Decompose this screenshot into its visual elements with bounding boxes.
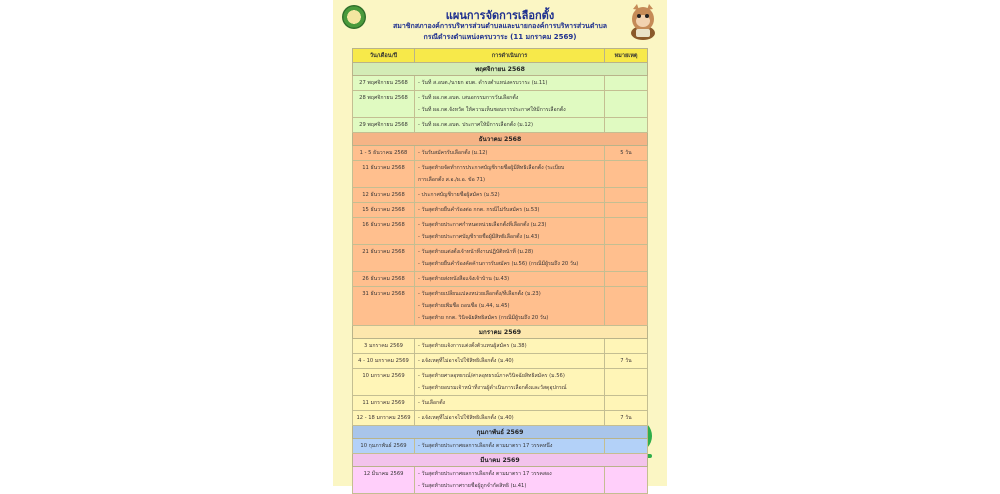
row-date: 16 ธันวาคม 2568 bbox=[353, 218, 415, 244]
row-activity bbox=[415, 439, 605, 453]
row-note bbox=[605, 467, 647, 493]
activity-line: - วันสุดท้ายประกาศรายชื่อผู้ถูกจำกัดสิทธิ (ม.41) bbox=[418, 483, 527, 489]
activity-line: - วันที่ ผอ.กต.จังหวัด ให้ความเห็นชอบการประกาศให้มีการเลือกตั้ง bbox=[418, 107, 566, 113]
poster-subtitle: สมาชิกสภาองค์การบริหารส่วนตำบลและนายกองค์การบริหารส่วนตำบล bbox=[392, 22, 608, 30]
row-note bbox=[605, 272, 647, 286]
table-row bbox=[352, 218, 648, 245]
row-activity bbox=[415, 76, 605, 90]
row-activity bbox=[415, 354, 605, 368]
activity-line: - แจ้งเหตุที่ไม่อาจไปใช้สิทธิเลือกตั้ง (ม.40) bbox=[418, 415, 514, 421]
month-header-row: พฤศจิกายน 2568 bbox=[352, 63, 648, 76]
row-activity bbox=[415, 161, 605, 187]
activity-line: - วันสุดท้ายยื่นคำร้องต่อ กกต. กรณีไม่รับสมัคร (ม.53) bbox=[418, 207, 540, 213]
activity-line: - วันสุดท้ายศาลอุทธรณ์/ศาลอุทธรณ์ภาควินิจฉัยสิทธิสมัคร (ม.56) bbox=[418, 373, 565, 379]
row-activity bbox=[415, 218, 605, 244]
table-row bbox=[352, 287, 648, 326]
month-header-row: ธันวาคม 2568 bbox=[352, 133, 648, 146]
row-note: 7 วัน bbox=[620, 358, 632, 364]
row-date: 31 ธันวาคม 2568 bbox=[353, 287, 415, 325]
activity-line: - วันสุดท้าย กกต. วินิจฉัยสิทธิสมัคร (กรณีมีผู้รมถึง 20 วัน) bbox=[418, 315, 549, 321]
row-date: 12 มีนาคม 2569 bbox=[353, 467, 415, 493]
row-date: 3 มกราคม 2569 bbox=[353, 339, 415, 353]
row-date: 21 ธันวาคม 2568 bbox=[353, 245, 415, 271]
row-activity bbox=[415, 339, 605, 353]
row-note bbox=[605, 245, 647, 271]
poster-title: แผนการจัดการเลือกตั้ง bbox=[445, 9, 555, 22]
activity-line: - วันสุดท้ายส่งหนังสือแจ้งเจ้าบ้าน (ม.43) bbox=[418, 276, 510, 282]
table-header-row bbox=[352, 48, 648, 63]
table-row bbox=[352, 467, 648, 494]
table-row bbox=[352, 339, 648, 354]
row-note bbox=[605, 91, 647, 117]
header-date: วัน/เดือน/ปี bbox=[353, 49, 415, 62]
activity-line: - แจ้งเหตุที่ไม่อาจไปใช้สิทธิเลือกตั้ง (ม.40) bbox=[418, 358, 514, 364]
table-row bbox=[352, 146, 648, 161]
row-activity bbox=[415, 396, 605, 410]
activity-line: - วันสุดท้ายประกาศกำหนดหน่วยเลือกตั้งที่เลือกตั้ง (ม.23) bbox=[418, 222, 547, 228]
row-activity bbox=[415, 287, 605, 325]
row-note bbox=[605, 188, 647, 202]
row-note bbox=[605, 396, 647, 410]
table-row bbox=[352, 188, 648, 203]
activity-line: - วันรับสมัครรับเลือกตั้ง (ม.12) bbox=[418, 150, 488, 156]
activity-line: - วันที่ ผอ.กต.อบต. ประกาศให้มีการเลือกตั้ง (ม.12) bbox=[418, 122, 533, 128]
table-row bbox=[352, 203, 648, 218]
row-activity bbox=[415, 146, 605, 160]
table-row bbox=[352, 272, 648, 287]
row-activity bbox=[415, 118, 605, 132]
table-row bbox=[352, 411, 648, 426]
row-date: 15 ธันวาคม 2568 bbox=[353, 203, 415, 217]
activity-line: - วันสุดท้ายประกาศผลการเลือกตั้ง ตามมาตรา 17 วรรคสอง bbox=[418, 471, 552, 477]
activity-line: - ประกาศบัญชีรายชื่อผู้สมัคร (ม.52) bbox=[418, 192, 500, 198]
table-row bbox=[352, 396, 648, 411]
table-row bbox=[352, 439, 648, 454]
row-note bbox=[605, 439, 647, 453]
header-note: หมายเหตุ bbox=[614, 53, 638, 59]
row-note bbox=[605, 118, 647, 132]
activity-line: - วันสุดท้ายประกาศผลการเลือกตั้ง ตามมาตรา 17 วรรคหนึ่ง bbox=[418, 443, 553, 449]
activity-line: - วันสุดท้ายเพิ่มชื่อ ถอนชื่อ (ม.44, ม.45) bbox=[418, 303, 510, 309]
row-date: 12 ธันวาคม 2568 bbox=[353, 188, 415, 202]
row-date: 10 มกราคม 2569 bbox=[353, 369, 415, 395]
activity-line: - วันสุดท้ายอบรมเจ้าหน้าที่งานผู้ดำเนินการเลือกตั้งและวัสดุอุปกรณ์ bbox=[418, 385, 567, 391]
row-date: 26 ธันวาคม 2568 bbox=[353, 272, 415, 286]
election-plan-poster bbox=[333, 0, 667, 489]
row-date: 27 พฤศจิกายน 2568 bbox=[353, 76, 415, 90]
table-row bbox=[352, 118, 648, 133]
row-note bbox=[605, 76, 647, 90]
row-note bbox=[605, 218, 647, 244]
activity-line: - วันเลือกตั้ง bbox=[418, 400, 446, 406]
row-activity bbox=[415, 203, 605, 217]
row-activity bbox=[415, 411, 605, 425]
header-activity: การดำเนินการ bbox=[415, 49, 605, 62]
activity-line: - วันสุดท้ายแต่งตั้งเจ้าหน้าที่งานปฏิบัติหน้าที่ (ม.28) bbox=[418, 249, 534, 255]
activity-line: - วันที่ ผอ.กต.อบต. เสนอกรรมการวันเลือกตั้ง bbox=[418, 95, 519, 101]
activity-line: - วันสุดท้ายจัดทำการประกาศบัญชีรายชื่อผู้มีสิทธิเลือกตั้ง (ระเบียบ bbox=[418, 165, 565, 171]
month-header-row: มีนาคม 2569 bbox=[352, 454, 648, 467]
table-row bbox=[352, 369, 648, 396]
activity-line: การเลือกตั้ง ส.อ./ผ.อ. ข้อ 71) bbox=[418, 177, 485, 183]
poster-case-line: กรณีดำรงตำแหน่งครบวาระ (11 มกราคม 2569) bbox=[423, 33, 577, 41]
row-activity bbox=[415, 369, 605, 395]
activity-line: - วันสุดท้ายแจ้งการแต่งตั้งตัวแทนผู้สมัคร (ม.38) bbox=[418, 343, 527, 349]
table-row bbox=[352, 245, 648, 272]
schedule-table bbox=[352, 48, 648, 489]
row-date: 28 พฤศจิกายน 2568 bbox=[353, 91, 415, 117]
row-date: 29 พฤศจิกายน 2568 bbox=[353, 118, 415, 132]
row-date: 1 - 5 ธันวาคม 2568 bbox=[353, 146, 415, 160]
row-note bbox=[605, 339, 647, 353]
row-activity bbox=[415, 272, 605, 286]
month-header-row: มกราคม 2569 bbox=[352, 326, 648, 339]
row-date: 10 กุมภาพันธ์ 2569 bbox=[353, 439, 415, 453]
row-note bbox=[605, 287, 647, 325]
row-activity bbox=[415, 91, 605, 117]
row-date: 4 - 10 มกราคม 2569 bbox=[353, 354, 415, 368]
activity-line: - วันสุดท้ายประกาศบัญชีรายชื่อผู้มีสิทธิเลือกตั้ง (ม.43) bbox=[418, 234, 540, 240]
row-activity bbox=[415, 467, 605, 493]
activity-line: - วันสุดท้ายยื่นคำร้องคัดค้านการรับสมัคร (ม.56) (กรณีมีผู้รมถึง 20 วัน) bbox=[418, 261, 579, 267]
row-date: 11 ธันวาคม 2568 bbox=[353, 161, 415, 187]
row-activity bbox=[415, 188, 605, 202]
table-row bbox=[352, 76, 648, 91]
row-activity bbox=[415, 245, 605, 271]
row-note bbox=[605, 203, 647, 217]
table-row bbox=[352, 91, 648, 118]
row-note: 7 วัน bbox=[620, 415, 632, 421]
table-row bbox=[352, 354, 648, 369]
row-note: 5 วัน bbox=[620, 150, 632, 156]
row-date: 11 มกราคม 2569 bbox=[353, 396, 415, 410]
row-note bbox=[605, 369, 647, 395]
activity-line: - วันที่ ส.อบต./นายก อบต. ดำรงตำแหน่งครบวาระ (ม.11) bbox=[418, 80, 548, 86]
activity-line: - วันสุดท้ายเปลี่ยนแปลงหน่วยเลือกตั้ง/ที่เลือกตั้ง (ม.23) bbox=[418, 291, 541, 297]
table-row bbox=[352, 161, 648, 188]
row-date: 12 - 18 มกราคม 2569 bbox=[353, 411, 415, 425]
row-note bbox=[605, 161, 647, 187]
month-header-row: กุมภาพันธ์ 2569 bbox=[352, 426, 648, 439]
